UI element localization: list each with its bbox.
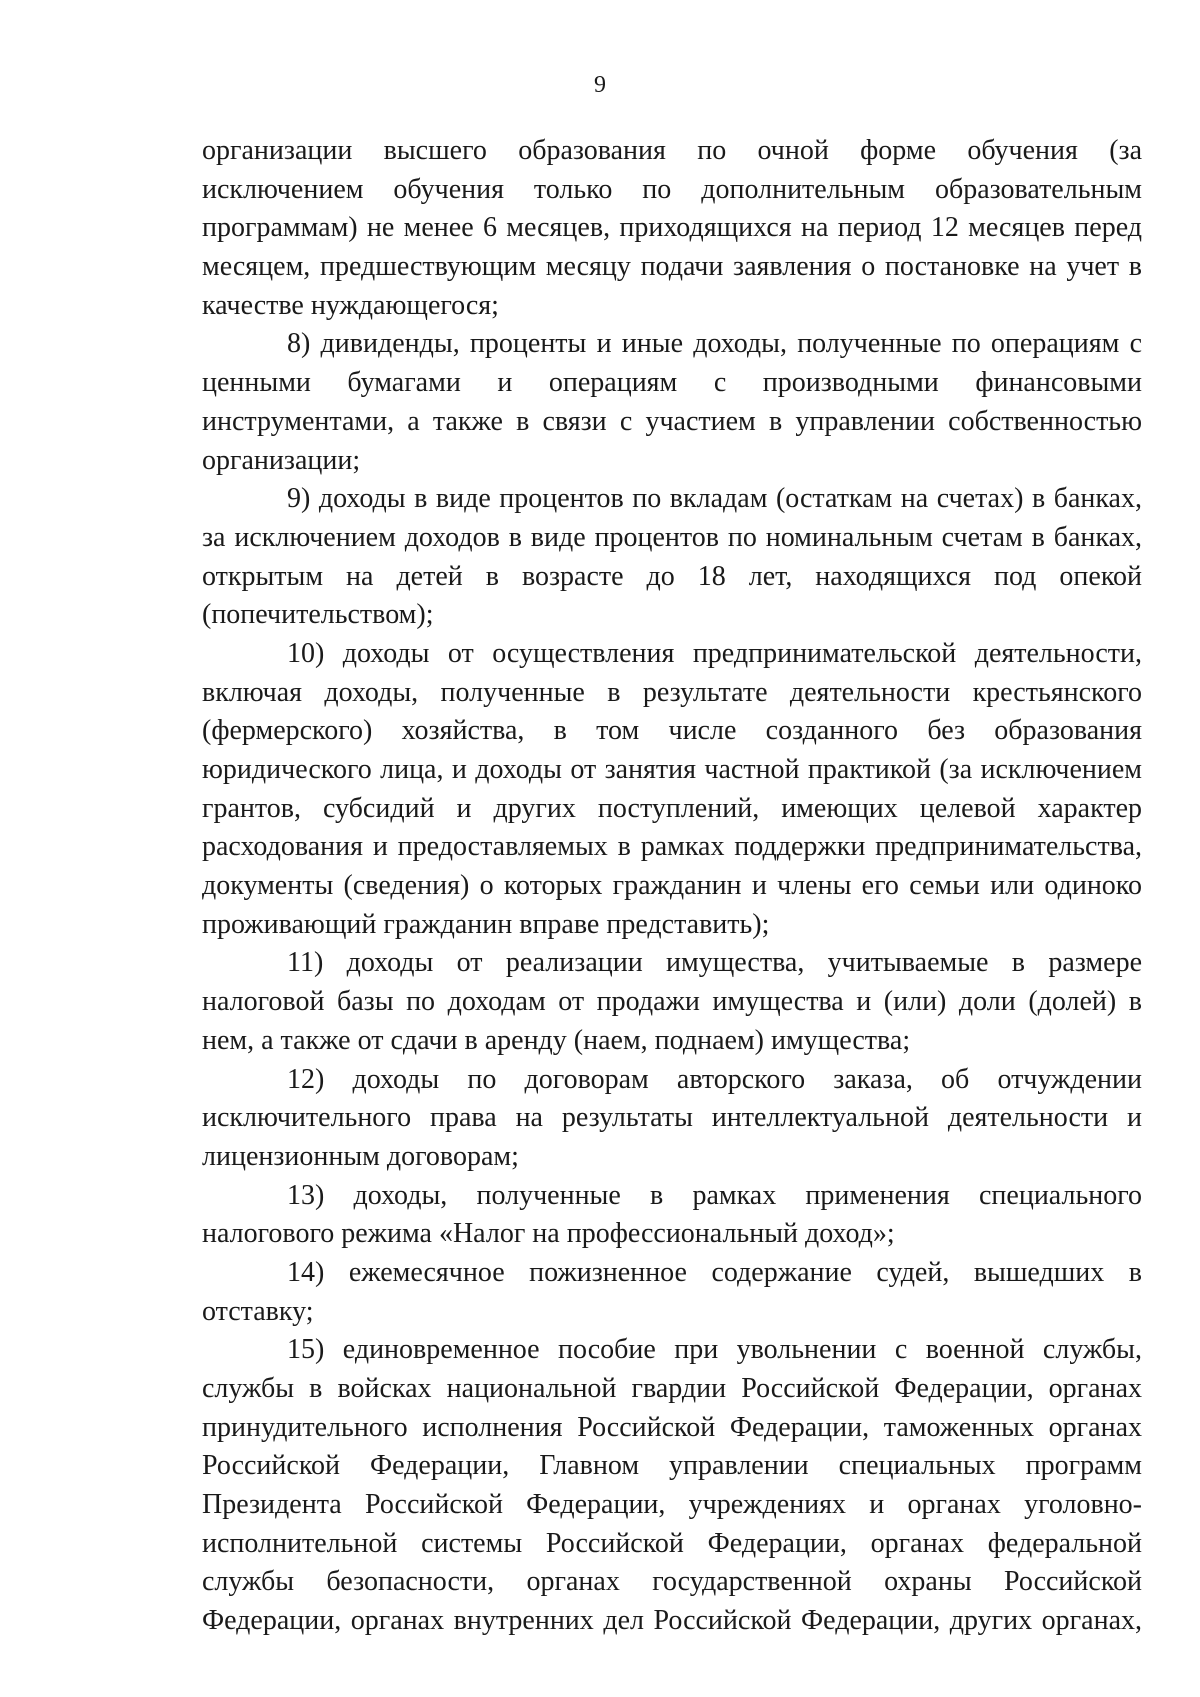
text-line: инструментами, а также в связи с участием в управлении собственностью [202,405,1142,437]
text-line: расходования и предоставляемых в рамках поддержки предпринимательства, [202,831,1142,863]
text-line: проживающий гражданин вправе представить); [202,908,770,940]
text-line: ценными бумагами и операциям с производными финансовыми [202,367,1142,399]
document-body [202,132,1142,1641]
text-line: исключительного права на результаты интеллектуальной деятельности и [202,1102,1142,1134]
text-line: 13) доходы, полученные в рамках применения специального [287,1179,1142,1211]
text-line: налоговой базы по доходам от продажи имущества и (или) доли (долей) в [202,986,1142,1018]
text-line: месяцем, предшествующим месяцу подачи заявления о постановке на учет в [202,251,1142,283]
text-line: качестве нуждающегося; [202,289,499,321]
text-line: программам) не менее 6 месяцев, приходящихся на период 12 месяцев перед [202,212,1142,244]
text-line: грантов, субсидий и других поступлений, имеющих целевой характер [202,792,1142,824]
text-line: Федерации, органах внутренних дел Российской Федерации, других органах, [202,1605,1142,1637]
text-line: включая доходы, полученные в результате деятельности крестьянского [202,676,1142,708]
text-line: исполнительной системы Российской Федерации, органах федеральной [202,1527,1142,1559]
text-line: Российской Федерации, Главном управлении специальных программ [202,1450,1142,1482]
text-line: принудительного исполнения Российской Федерации, таможенных органах [202,1411,1142,1443]
text-line: 11) доходы от реализации имущества, учитываемые в размере [287,947,1142,979]
page-number: 9 [594,72,606,98]
text-line: 14) ежемесячное пожизненное содержание судей, вышедших в [287,1256,1142,1288]
text-line: нем, а также от сдачи в аренду (наем, поднаем) имущества; [202,1024,911,1056]
text-line: юридического лица, и доходы от занятия частной практикой (за исключением [202,754,1142,785]
text-line: организации; [202,444,361,476]
text-line: 10) доходы от осуществления предпринимательской деятельности, [287,637,1142,669]
text-line: документы (сведения) о которых гражданин и члены его семьи или одиноко [202,870,1142,902]
text-line: 12) доходы по договорам авторского заказа, об отчуждении [287,1063,1142,1095]
text-line: исключением обучения только по дополнительным образовательным [202,173,1142,205]
text-line: открытым на детей в возрасте до 18 лет, находящихся под опекой [202,560,1142,592]
text-line: за исключением доходов в виде процентов по номинальным счетам в банках, [202,521,1142,553]
text-line: организации высшего образования по очной форме обучения (за [202,135,1142,166]
text-line: налогового режима «Налог на профессиональный доход»; [202,1218,895,1250]
text-line: (попечительством); [202,599,434,631]
text-line: отставку; [202,1295,314,1327]
text-line: службы в войсках национальной гвардии Российской Федерации, органах [202,1373,1142,1404]
text-line: 15) единовременное пособие при увольнении с военной службы, [287,1334,1142,1366]
text-line: службы безопасности, органах государственной охраны Российской [202,1566,1142,1598]
text-line: 9) доходы в виде процентов по вкладам (остаткам на счетах) в банках, [287,483,1142,515]
text-line: Президента Российской Федерации, учреждениях и органах уголовно- [202,1489,1142,1521]
text-line: 8) дивиденды, проценты и иные доходы, полученные по операциям с [287,328,1142,360]
text-line: лицензионным договорам; [202,1140,519,1172]
text-line: (фермерского) хозяйства, в том числе созданного без образования [202,715,1142,747]
